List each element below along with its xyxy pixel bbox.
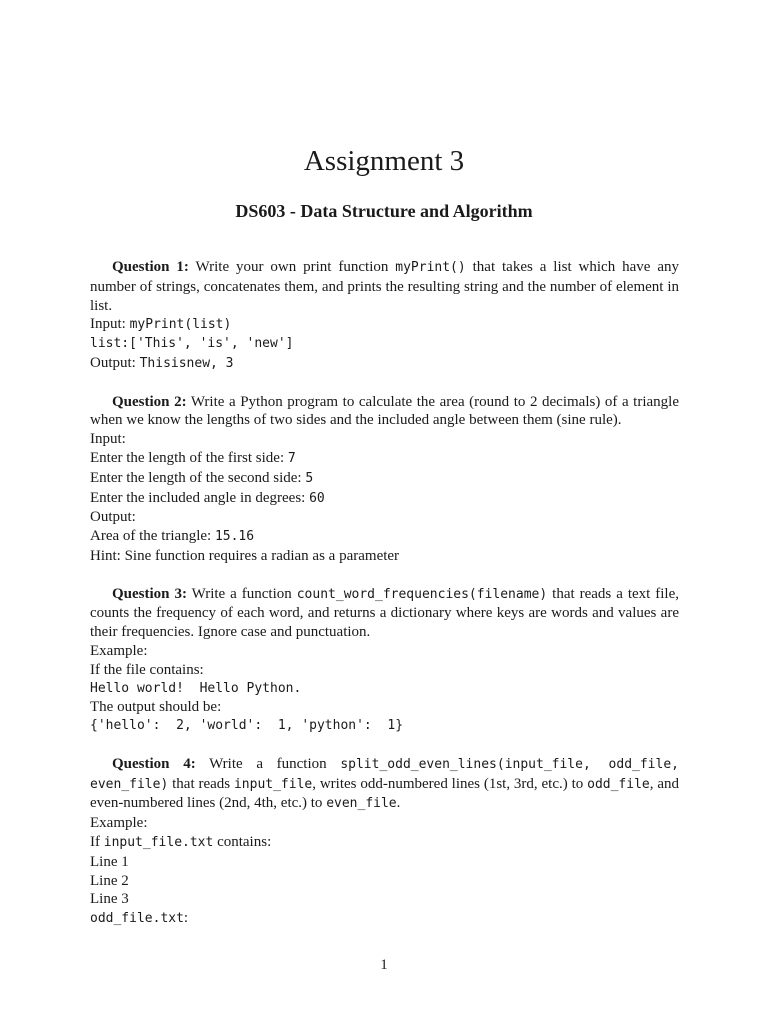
question-4-text bbox=[90, 755, 679, 814]
question-4-text-part: Write a function bbox=[195, 755, 341, 772]
question-2-text-part: Write a Python program to calculate the area (round to 2 decimals) of a triangle when we know the lengths of two sides and the included angle between them (sine rule). bbox=[90, 393, 679, 429]
question-3-output-label: The output should be: bbox=[90, 699, 222, 716]
question-1 bbox=[90, 258, 679, 374]
question-1-input-line bbox=[90, 315, 679, 335]
first-side-line bbox=[90, 449, 679, 469]
first-side-label: Enter the length of the first side: bbox=[90, 449, 288, 466]
output-label: Output: bbox=[90, 354, 140, 371]
input-file-name: input_file.txt bbox=[103, 834, 214, 850]
code-count-word-frequencies: count_word_frequencies(filename) bbox=[296, 586, 548, 602]
contains-text: contains: bbox=[213, 833, 272, 850]
question-3-text-part: that reads a text file, counts the frequency of each word, and returns a dictionary where keys are words and values are their frequencies. Ignore case and punctuation. bbox=[90, 585, 680, 641]
question-2-output-label: Output: bbox=[90, 509, 136, 526]
question-3-label: Question 3: bbox=[112, 585, 187, 602]
question-4-line-item: Line 1 bbox=[90, 853, 129, 870]
question-4-example-label: Example: bbox=[90, 815, 148, 832]
question-4-text-part: that reads bbox=[168, 775, 234, 792]
code-split-odd-even-lines: split_odd_even_lines(input_file, odd_file, even_file) bbox=[90, 756, 679, 792]
area-line bbox=[90, 527, 679, 547]
code-even-file: even_file bbox=[326, 796, 397, 812]
input-label: Input: bbox=[90, 316, 130, 333]
odd-file-name: odd_file.txt bbox=[90, 911, 184, 927]
question-4 bbox=[90, 755, 679, 929]
second-side-label: Enter the length of the second side: bbox=[90, 469, 306, 486]
question-1-list-line: list:['This', 'is', 'new'] bbox=[90, 336, 294, 352]
question-3-text bbox=[90, 585, 679, 642]
first-side-value: 7 bbox=[287, 450, 296, 466]
angle-line bbox=[90, 489, 679, 509]
question-1-label: Question 1: bbox=[112, 259, 189, 275]
question-3 bbox=[90, 585, 679, 736]
question-4-text-part: . bbox=[396, 795, 401, 812]
question-1-text-part: that takes a list which have any number of strings, concatenates them, and prints the resulting string and the number of element in list. bbox=[90, 259, 679, 314]
question-2-text bbox=[90, 393, 679, 431]
question-3-output-value: {'hello': 2, 'world': 1, 'python': 1} bbox=[90, 718, 404, 734]
assignment-title: Assignment 3 bbox=[303, 145, 465, 177]
code-input-file: input_file bbox=[233, 776, 313, 792]
question-4-text-part: , and even-numbered lines (2nd, 4th, etc.) to bbox=[90, 775, 680, 812]
output-code: Thisisnew, 3 bbox=[139, 355, 234, 371]
angle-label: Enter the included angle in degrees: bbox=[90, 489, 310, 506]
question-2-hint: Hint: Sine function requires a radian as a parameter bbox=[90, 547, 400, 564]
question-2-label: Question 2: bbox=[112, 393, 187, 410]
area-value: 15.16 bbox=[214, 529, 255, 545]
question-2-input-label: Input: bbox=[90, 431, 126, 448]
page-number: 1 bbox=[380, 957, 388, 973]
area-label: Area of the triangle: bbox=[90, 528, 215, 545]
second-side-value: 5 bbox=[305, 470, 314, 486]
question-3-text-part: Write a function bbox=[186, 585, 297, 602]
code-myprint: myPrint() bbox=[395, 260, 466, 275]
second-side-line bbox=[90, 469, 679, 489]
code-odd-file: odd_file bbox=[587, 776, 650, 792]
question-4-text-part: , writes odd-numbered lines (1st, 3rd, etc.) to bbox=[312, 775, 588, 792]
question-4-label: Question 4: bbox=[112, 755, 196, 772]
question-1-output-line bbox=[90, 354, 679, 374]
question-4-line-item: Line 3 bbox=[90, 891, 129, 908]
odd-file-colon: : bbox=[183, 910, 189, 927]
question-3-file-content: Hello world! Hello Python. bbox=[90, 680, 302, 696]
question-1-text bbox=[90, 258, 679, 315]
input-code: myPrint(list) bbox=[129, 317, 232, 333]
question-3-example-label: Example: bbox=[90, 642, 148, 659]
question-1-text-part: Write your own print function bbox=[188, 259, 396, 275]
course-subtitle: DS603 - Data Structure and Algorithm bbox=[235, 201, 533, 221]
document-body bbox=[90, 258, 679, 948]
question-2 bbox=[90, 393, 679, 566]
question-3-file-contains: If the file contains: bbox=[90, 661, 204, 678]
question-4-odd-file-line bbox=[90, 909, 679, 929]
angle-value: 60 bbox=[309, 490, 325, 506]
question-4-if-line bbox=[90, 833, 679, 853]
if-prefix: If bbox=[90, 833, 104, 850]
question-4-line-item: Line 2 bbox=[90, 872, 129, 889]
